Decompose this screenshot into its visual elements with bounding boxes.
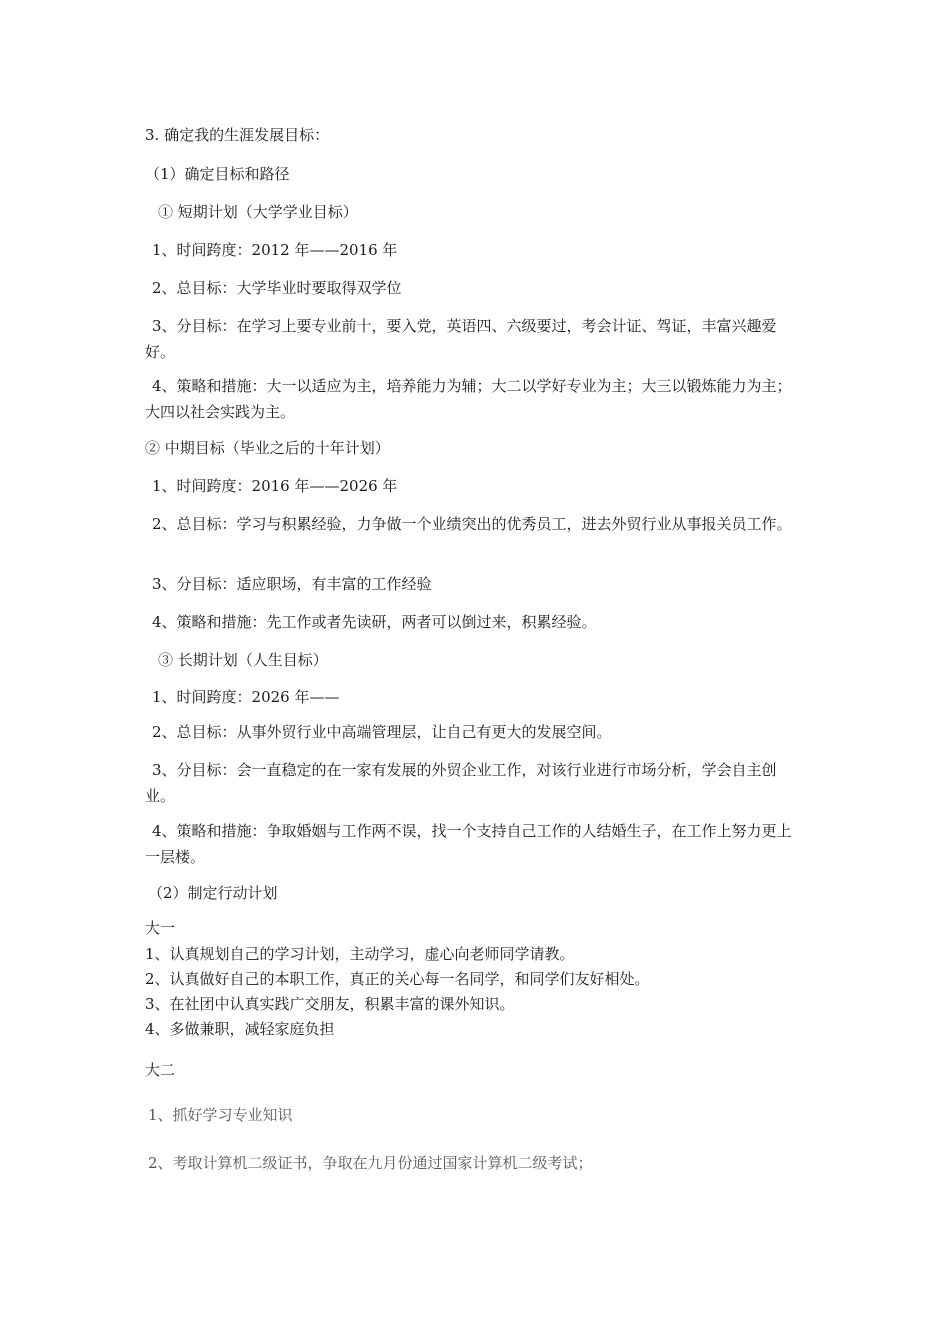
year2-item: 1、抓好学习专业知识 <box>148 1106 293 1124</box>
year1-title: 大一 <box>145 919 176 937</box>
short-term-time-span: 1、时间跨度：2012 年——2016 年 <box>152 241 398 259</box>
long-term-time-span: 1、时间跨度：2026 年—— <box>152 688 340 706</box>
short-term-sub-goals: 3、分目标：在学习上要专业前十，要入党，英语四、六级要过，考会计证、驾证，丰富兴趣爱好。 <box>145 317 777 361</box>
long-term-sub-goals: 3、分目标：会一直稳定的在一家有发展的外贸企业工作，对该行业进行市场分析，学会自主创业。 <box>145 761 777 805</box>
year1-item: 4、多做兼职，减轻家庭负担 <box>145 1020 335 1038</box>
mid-term-overall-goal: 2、总目标：学习与积累经验，力争做一个业绩突出的优秀员工，进去外贸行业从事报关员工作。 <box>152 515 792 533</box>
long-term-title: ③ 长期计划（人生目标） <box>158 651 328 669</box>
year1-item: 2、认真做好自己的本职工作，真正的关心每一名同学，和同学们友好相处。 <box>145 970 650 988</box>
long-term-overall-goal: 2、总目标：从事外贸行业中高端管理层，让自己有更大的发展空间。 <box>152 723 612 741</box>
year2-item: 2、考取计算机二级证书，争取在九月份通过国家计算机二级考试； <box>148 1154 593 1172</box>
mid-term-sub-goals: 3、分目标：适应职场，有丰富的工作经验 <box>152 575 432 593</box>
document-heading: 3. 确定我的生涯发展目标： <box>145 126 330 144</box>
mid-term-strategy: 4、策略和措施：先工作或者先读研，两者可以倒过来，积累经验。 <box>152 613 597 631</box>
year2-title: 大二 <box>145 1061 176 1079</box>
short-term-overall-goal: 2、总目标：大学毕业时要取得双学位 <box>152 279 402 297</box>
year1-item: 1、认真规划自己的学习计划，主动学习，虚心向老师同学请教。 <box>145 945 575 963</box>
section-2-title: （2）制定行动计划 <box>148 884 278 902</box>
short-term-title: ① 短期计划（大学学业目标） <box>158 203 358 221</box>
mid-term-time-span: 1、时间跨度：2016 年——2026 年 <box>152 477 398 495</box>
mid-term-title: ② 中期目标（毕业之后的十年计划） <box>145 439 390 457</box>
short-term-strategy: 4、策略和措施：大一以适应为主，培养能力为辅；大二以学好专业为主；大三以锻炼能力为主；大四以社会实践为主。 <box>145 377 792 421</box>
long-term-strategy: 4、策略和措施：争取婚姻与工作两不误，找一个支持自己工作的人结婚生子，在工作上努力更上一层楼。 <box>145 822 792 866</box>
year1-item: 3、在社团中认真实践广交朋友，积累丰富的课外知识。 <box>145 995 515 1013</box>
section-1-title: （1）确定目标和路径 <box>145 165 290 183</box>
